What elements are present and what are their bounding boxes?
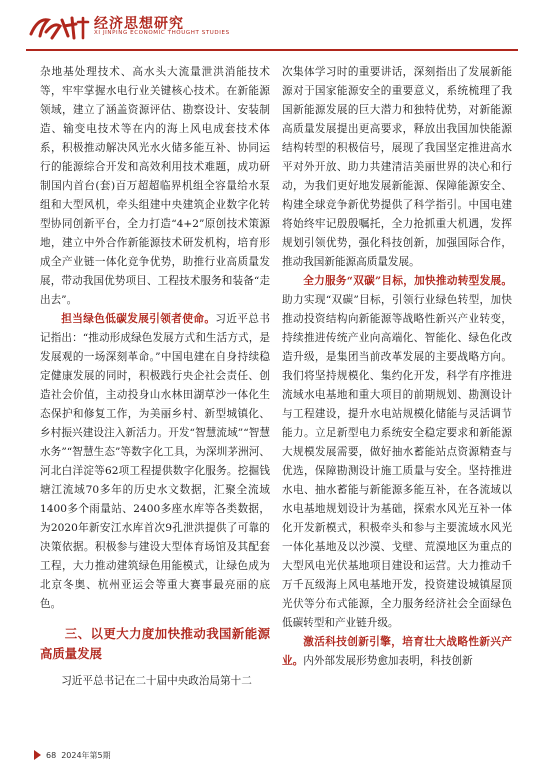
page-footer	[34, 748, 111, 762]
paragraph-body: 助力实现“双碳”目标，引领行业绿色转型，加快推动投资结构向新能源等战略性新兴产业转变，持续推进传统产业向高端化、智能化、绿色化改造升级，是集团当前改革发展的主要战略方向。我们将坚持规模化、集约化开发，科学有序推进流域水电基地和重大项目的前期规划、勘测设计与工程建设，提升水电站规模化储能与灵活调节能力。立足新型电力系统安全稳定要求和新能源大规模发展需要，做好抽水蓄能站点资源精查与优选，保障勘测设计施工质量与安全。坚持推进水电、抽水蓄能与新能源多能互补，在各流域以水电基地规划设计为基础，探索水风光互补一体化开发新模式，积极牵头和参与主要流域水风光一体化基地及以沙漠、戈壁、荒漠地区为重点的大型风电光伏基地项目建设和运营。大力推动千万千瓦级海上风电基地开发，投资建设城镇屋顶光伏等分布式能源，全力服务经济社会全面绿色低碳转型和产业链升级。	[282, 294, 512, 629]
lead-sentence: 全力服务“双碳”目标，加快推动转型发展。	[303, 275, 512, 287]
paragraph-body: 习近平总书记指出：“推动形成绿色发展方式和生活方式，是发展观的一场深刻革命。”中国电建在自身持续稳定健康发展的同时，积极践行央企社会责任、创造社会价值，主动投身山水林田湖草沙一体化生态保护和修复工作，为美丽乡村、新型城镇化、乡村振兴建设注入新活力。开发“智慧流域”“智慧水务”“智慧生态”等数字化工具，为深圳茅洲河、河北白洋淀等62项工程提供数字化服务。挖掘钱塘江流域70多年的历史水文数据，汇聚全流域1400多个雨量站、2400多座水库等各类数据，为2020年新安江水库首次9孔泄洪提供了可靠的决策依据。积极参与建设大型体育场馆及其配套工程，大力推动建筑绿色用能模式，让绿色成为北京冬奥、杭州亚运会等重大赛事最亮丽的底色。	[40, 313, 271, 610]
paragraph	[282, 633, 512, 671]
brand-title: 经济思想研究	[94, 16, 184, 32]
paragraph: 习近平总书记在二十届中央政治局第十二	[61, 675, 252, 687]
right-column	[282, 63, 512, 671]
triangle-icon	[34, 750, 41, 760]
paragraph: 杂地基处理技术、高水头大流量泄洪消能技术等，牢牢掌握水电行业关键核心技术。在新能源领域，建立了涵盖资源评估、勘察设计、安装制造、输变电技术等在内的海上风电成套技术体系，积极推动解决风光水火储多能互补、协同运行的能源综合开发和高效利用技术难题，成功研制国内首台(套)百万超超临界机组全容量给水泵组和大型风机，牵头组建中央建筑企业数字化转型协同创新平台，全力打造“4+2”原创技术策源地，建立中外合作新能源技术研发机构，培育形成全产业链一体化竞争优势，助推行业高质量发展，带动我国优势项目、工程技术服务和装备“走出去”。	[40, 66, 270, 306]
lead-sentence: 激活科技创新引擎，培育壮大战略性新兴产业。	[282, 636, 512, 667]
brand-logo-mark	[28, 12, 90, 42]
section-heading: 三、以更大力度加快推动我国新能源高质量发展	[40, 626, 270, 661]
lead-sentence: 担当绿色低碳发展引领者使命。	[61, 313, 216, 325]
paragraph-body: 内外部发展形势愈加表明，科技创新	[303, 655, 473, 667]
paragraph	[282, 272, 512, 633]
issue-label: 2024年第5期	[61, 750, 111, 760]
left-column	[40, 63, 270, 691]
masthead	[28, 10, 518, 46]
header-divider	[26, 49, 518, 51]
paragraph: 次集体学习时的重要讲话，深刻指出了发展新能源对于国家能源安全的重要意义，系统梳理了我国新能源发展的巨大潜力和独特优势，对新能源高质量发展提出更高要求，释放出我国加快能源结构转型的积极信号，展现了我国坚定推进高水平对外开放、助力共建清洁美丽世界的决心和行动，为我们更好地发展新能源、保障能源安全、构建全球竞争新优势提供了科学指引。中国电建将始终牢记殷殷嘱托，全力抢抓重大机遇，发挥规划引领优势，强化科技创新，加强国际合作，推动我国新能源高质量发展。	[282, 66, 512, 268]
brand-subtitle: XI JINPING ECONOMIC THOUGHT STUDIES	[94, 30, 230, 36]
page-number: 68	[46, 750, 57, 760]
paragraph	[40, 310, 270, 614]
